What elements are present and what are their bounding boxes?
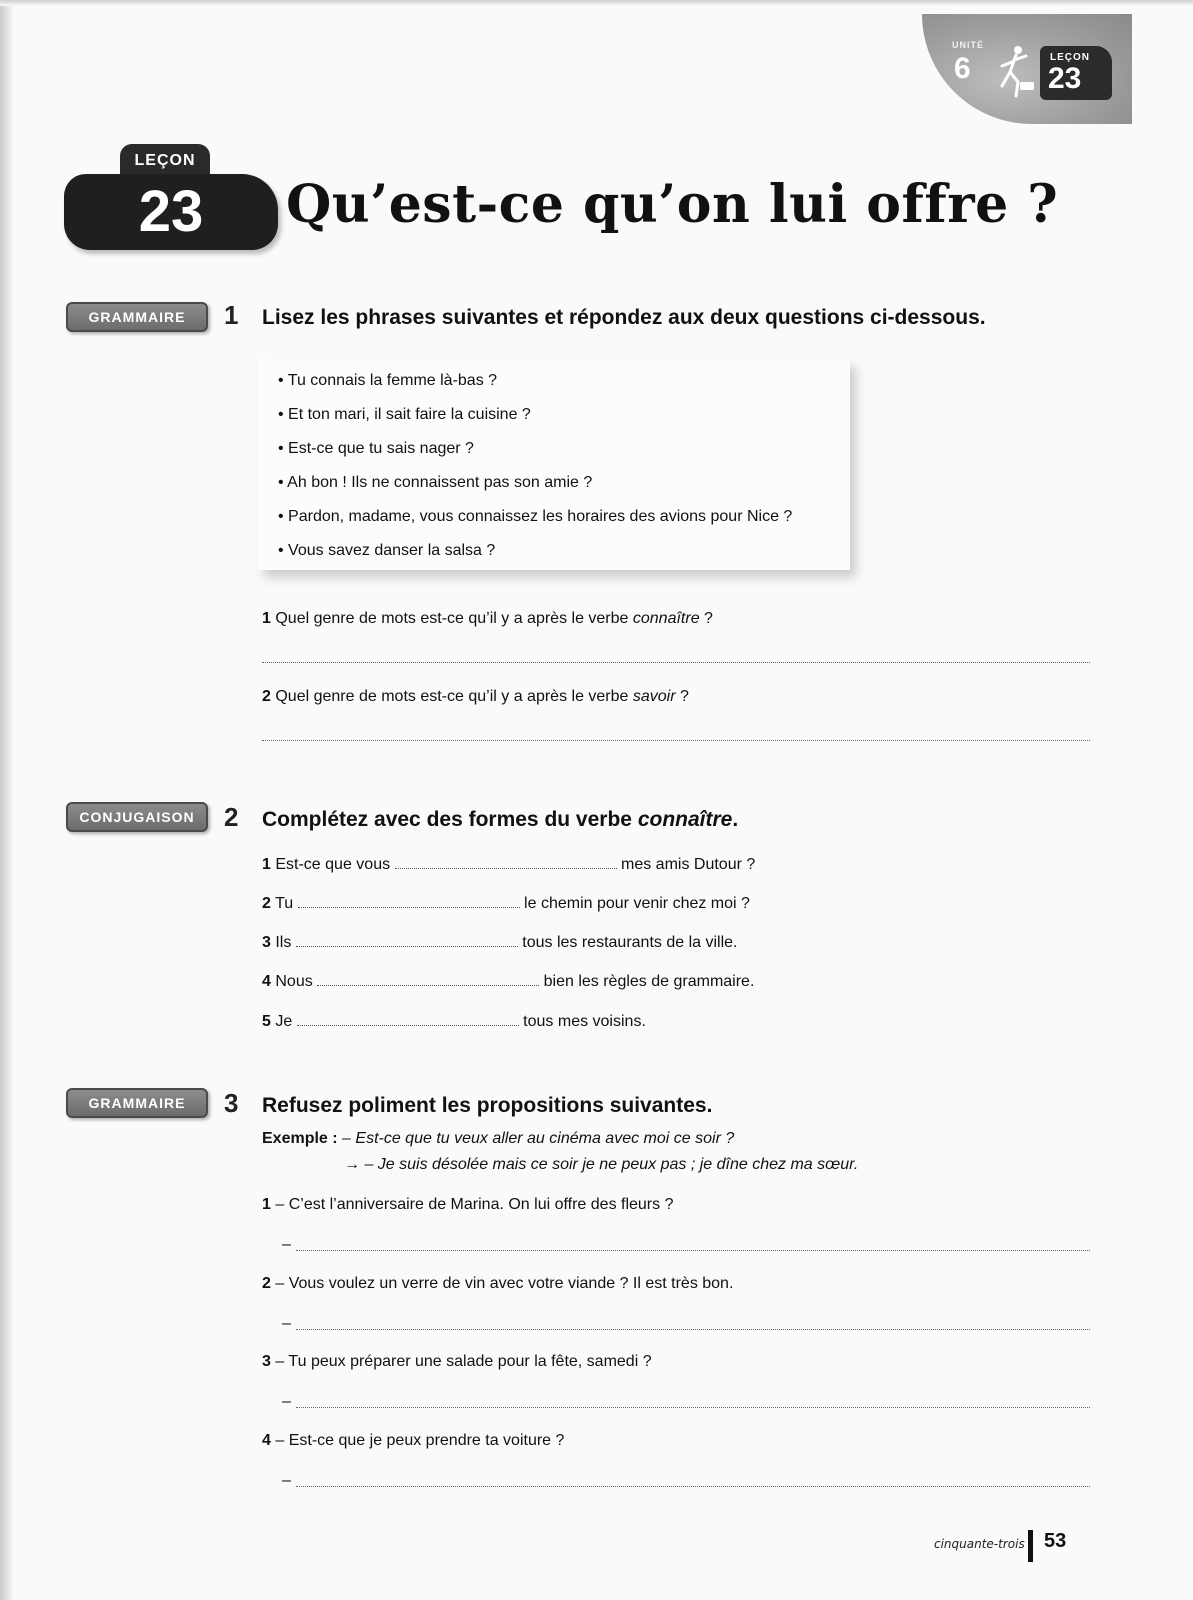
item-text: – Est-ce que je peux prendre ta voiture ? — [275, 1432, 565, 1449]
question-text: Quel genre de mots est-ce qu’il y a après le verbe — [275, 688, 633, 705]
item-before: Est-ce que vous — [275, 856, 391, 873]
example-label: Exemple : — [262, 1130, 338, 1147]
runner-figure-icon — [992, 42, 1038, 98]
lesson-badge — [64, 144, 278, 250]
item-number: 4 — [262, 973, 271, 990]
fill-item-2 — [262, 895, 750, 913]
page-number: 53 — [1044, 1530, 1067, 1552]
instruction-end: . — [732, 808, 739, 831]
question-end: ? — [675, 688, 689, 705]
answer-dash: – — [282, 1236, 291, 1253]
item-number: 3 — [262, 934, 271, 951]
page-spine-shadow — [0, 0, 14, 1600]
blank-field[interactable] — [297, 1013, 519, 1026]
sentence-item: • Et ton mari, il sait faire la cuisine ? — [278, 398, 850, 432]
section-tag-grammaire: GRAMMAIRE — [66, 1088, 208, 1118]
item-after: bien les règles de grammaire. — [543, 973, 755, 990]
example-question — [262, 1130, 734, 1148]
page-number-word: cinquante-trois — [934, 1537, 1025, 1551]
answer-line[interactable] — [296, 1486, 1090, 1487]
answer-line[interactable] — [296, 1407, 1090, 1408]
exercise-number: 2 — [224, 802, 239, 832]
page-top-edge — [0, 0, 1193, 6]
question-end: ? — [699, 610, 713, 627]
exercise-instruction — [262, 808, 738, 832]
item-number: 3 — [262, 1353, 271, 1370]
refuse-item-2 — [262, 1275, 733, 1293]
question-verb: savoir — [632, 688, 676, 705]
lesson-label: LEÇON — [1050, 52, 1090, 63]
item-after: tous mes voisins. — [523, 1013, 646, 1030]
blank-field[interactable] — [298, 895, 520, 908]
fill-item-5 — [262, 1013, 646, 1031]
blank-field[interactable] — [395, 856, 617, 869]
fill-item-3 — [262, 934, 737, 952]
question-number: 1 — [262, 610, 271, 627]
example-question-text: – Est-ce que tu veux aller au cinéma avec moi ce soir ? — [342, 1130, 735, 1147]
item-after: mes amis Dutour ? — [621, 856, 756, 873]
answer-line[interactable] — [262, 662, 1090, 663]
fill-item-1 — [262, 856, 755, 874]
item-after: le chemin pour venir chez moi ? — [524, 895, 750, 912]
item-text: – C’est l’anniversaire de Marina. On lui offre des fleurs ? — [275, 1196, 674, 1213]
unit-label: UNITÉ — [952, 40, 984, 50]
page-title: Qu’est-ce qu’on lui offre ? — [286, 174, 1059, 235]
unit-lesson-tab — [922, 14, 1132, 124]
item-before: Je — [275, 1013, 293, 1030]
question-number: 2 — [262, 688, 271, 705]
item-before: Ils — [275, 934, 292, 951]
refuse-item-1 — [262, 1196, 673, 1214]
instruction-text: Complétez avec des formes du verbe — [262, 808, 638, 831]
answer-dash: – — [282, 1393, 291, 1410]
exercise-number: 1 — [224, 300, 239, 330]
item-number: 1 — [262, 1196, 271, 1213]
answer-dash: – — [282, 1315, 291, 1332]
sentence-item: • Est-ce que tu sais nager ? — [278, 432, 850, 466]
question-verb: connaître — [632, 610, 700, 627]
blank-field[interactable] — [296, 934, 518, 947]
lesson-badge-number: 23 — [138, 179, 204, 244]
item-text: – Tu peux préparer une salade pour la fête, samedi ? — [275, 1353, 652, 1370]
item-before: Tu — [275, 895, 294, 912]
example-answer — [344, 1156, 858, 1174]
arrow-icon: → — [344, 1156, 360, 1173]
example-sentences-box — [258, 358, 850, 570]
section-tag-grammaire: GRAMMAIRE — [66, 302, 208, 332]
question-2 — [262, 688, 689, 706]
item-text: – Vous voulez un verre de vin avec votre viande ? Il est très bon. — [275, 1275, 734, 1292]
question-text: Quel genre de mots est-ce qu’il y a après le verbe — [275, 610, 633, 627]
question-1 — [262, 610, 713, 628]
blank-field[interactable] — [317, 973, 539, 986]
sentence-item: • Vous savez danser la salsa ? — [278, 534, 850, 568]
sentence-item: • Tu connais la femme là-bas ? — [278, 364, 850, 398]
item-number: 2 — [262, 895, 271, 912]
exercise-number: 3 — [224, 1088, 239, 1118]
exercise-instruction: Refusez poliment les propositions suivantes. — [262, 1094, 713, 1117]
item-after: tous les restaurants de la ville. — [522, 934, 738, 951]
item-number: 2 — [262, 1275, 271, 1292]
example-answer-text: – Je suis désolée mais ce soir je ne peux pas ; je dîne chez ma sœur. — [364, 1156, 859, 1173]
item-number: 5 — [262, 1013, 271, 1030]
lesson-badge-label: LEÇON — [134, 152, 196, 169]
item-number: 4 — [262, 1432, 271, 1449]
item-number: 1 — [262, 856, 271, 873]
refuse-item-4 — [262, 1432, 564, 1450]
answer-line[interactable] — [296, 1250, 1090, 1251]
instruction-verb: connaître — [637, 808, 733, 831]
answer-line[interactable] — [296, 1329, 1090, 1330]
lesson-number: 23 — [1048, 62, 1082, 95]
sentence-list — [258, 358, 850, 568]
refuse-item-3 — [262, 1353, 652, 1371]
item-before: Nous — [275, 973, 313, 990]
answer-dash: – — [282, 1472, 291, 1489]
fill-item-4 — [262, 973, 754, 991]
section-tag-conjugaison: CONJUGAISON — [66, 802, 208, 832]
unit-number: 6 — [954, 52, 971, 85]
exercise-instruction: Lisez les phrases suivantes et répondez aux deux questions ci-dessous. — [262, 306, 986, 329]
sentence-item: • Pardon, madame, vous connaissez les horaires des avions pour Nice ? — [278, 500, 850, 534]
footer-divider — [1028, 1530, 1033, 1562]
answer-line[interactable] — [262, 740, 1090, 741]
sentence-item: • Ah bon ! Ils ne connaissent pas son amie ? — [278, 466, 850, 500]
